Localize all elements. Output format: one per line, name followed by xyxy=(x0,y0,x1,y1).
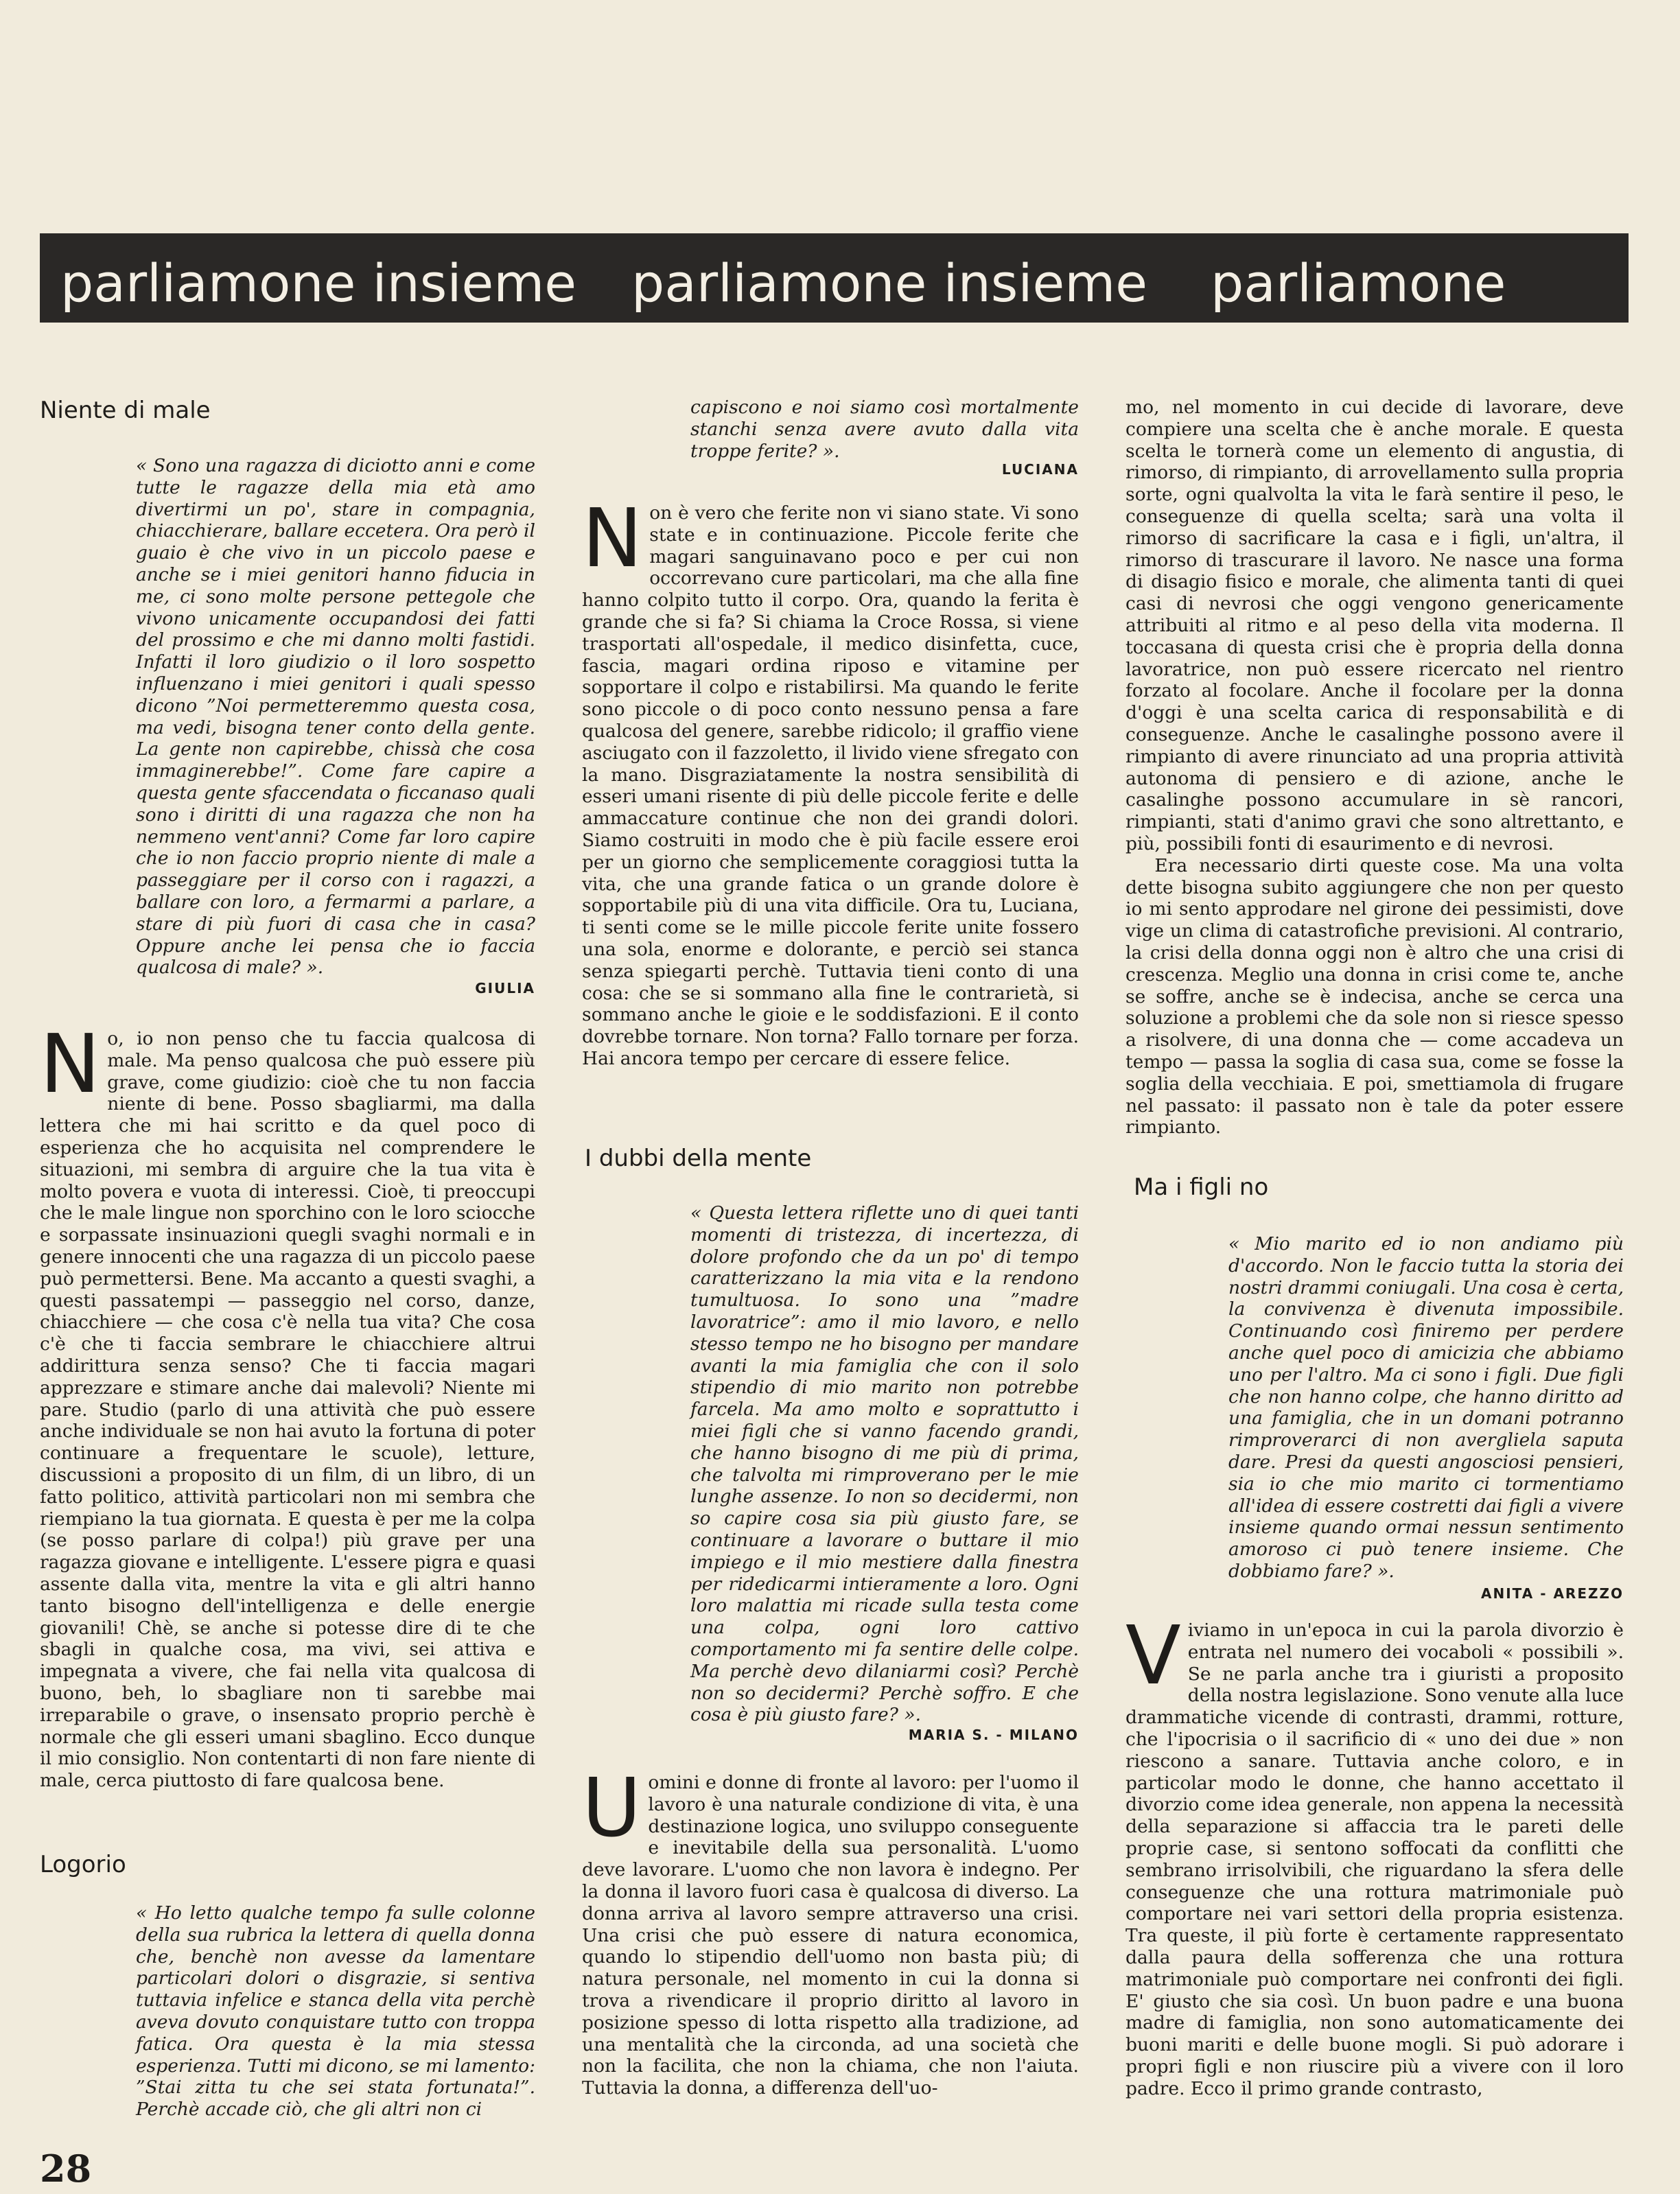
letter-text: « Ho letto qualche tempo fa sulle colonne della sua rubrica la lettera di quella donna che, benchè non avesse da lamentare particolari dolori o disgrazie, si sentiva tuttavia infelice e stanca della vita perchè aveva dovuto conquistare tutto con troppa fatica. Ora questa è la mia stessa esperienza. Tutti mi dicono, se mi lamento: ”Stai zitta tu che sei stata fortunata!”. Perchè accade ciò, che gli altri non ci xyxy=(136,1902,535,2121)
letter-luciana-part1 xyxy=(136,1902,535,2121)
signature-maria: MARIA S. - MILANO xyxy=(908,1727,1079,1743)
letter-giulia xyxy=(136,455,535,979)
section-banner xyxy=(40,233,1629,323)
signature-anita: ANITA - AREZZO xyxy=(1481,1585,1624,1602)
answer-maria-part2 xyxy=(1125,397,1624,1139)
answer-text: omini e donne di fronte al lavoro: per l'uomo il lavoro è una naturale condizione di vita, è una destinazione logica, uno sviluppo conseguente e inevitabile della sua personalità. L'uomo deve lavorare. L'uomo che non lavora è indegno. Per la donna il lavoro fuori casa è qualcosa di diverso. La donna arriva al lavoro sempre attraverso una crisi. Una crisi che può essere di natura economica, quando lo stipendio dell'uomo non basta più; di natura personale, nel momento in cui la donna si trova a rivendicare il proprio diritto al lavoro in posizione spesso di lotta rispetto alla tradizione, ad una mentalità che la circonda, ad una società che non la facilita, che non la chiama, che non l'aiuta. Tuttavia la donna, a differenza dell'uo- xyxy=(582,1772,1079,2099)
answer-text: o, io non penso che tu faccia qualcosa di male. Ma penso qualcosa che può essere più grave, come giudizio: cioè che tu non faccia niente di bene. Posso sbagliarmi, ma dalla lettera che mi hai scritto e da quel poco di esperienza che ho acquisita nel comprendere le situazioni, mi sembra di arguire che la tua vita è molto povera e vuota di interessi. Cioè, ti preoccupi che le male lingue non sporchino con le loro sciocche e sorpassate insinuazioni quegli svaghi normali e in genere innocenti che una ragazza di un piccolo paese può permettersi. Bene. Ma accanto a questi svaghi, a questi passatempi — passeggio nel corso, danze, chiacchiere — che cosa c'è nella tua vita? Che cosa c'è che ti faccia sembrare le chiacchiere altrui addirittura senza senso? Che ti faccia magari apprezzare e stimare anche dai malevoli? Niente mi pare. Studio (parlo di una attività che può essere anche individuale se non hai avuto la fortuna di poter continuare a frequentare le scuole), letture, discussioni a proposito di un film, di un libro, di un fatto politico, attività particolari non mi sembra che riempiano la tua giornata. E questa è per me la colpa (se posso parlare di colpa!) più grave per una ragazza giovane e intelligente. L'essere pigra e quasi assente dalla vita, mentre la vita e gli altri hanno tanto bisogno dell'intelligenza e delle energie giovanili! Chè, se anche si potesse dire di te che sbagli in qualche cosa, ma vivi, sei attiva e impegnata a vivere, che fai nella vita qualcosa di buono, beh, lo sbagliare non ti sarebbe mai irreparabile o grave, o insensato proprio perchè è normale che gli esseri umani sbaglino. Ecco dunque il mio consiglio. Non contentarti di non fare niente di male, cerca piuttosto di fare qualcosa bene. xyxy=(40,1028,535,1792)
answer-luciana xyxy=(582,491,1079,1070)
answer-text: iviamo in un'epoca in cui la parola divorzio è entrata nel numero dei vocaboli « possibili ». Se ne parla anche tra i giuristi a proposito della nostra legislazione. Sono venute alla luce drammatiche vicende di contrasti, drammi, rotture, che l'ipocrisia o il sacrificio di « uno dei due » non riescono a sanare. Tuttavia anche coloro, e in particolar modo le donne, che hanno accettato il divorzio come idea generale, non appena la necessità della separazione si affaccia tra le pareti delle proprie case, si sentono soffocati da conflitti che sembrano irrisolvibili, che riguardano la sfera delle conseguenze che una rottura matrimoniale può comportare nei vari settori della propria esistenza. Tra queste, il più forte è certamente rappresentato dalla paura della sofferenza che una rottura matrimoniale può comportare nei confronti dei figli. E' giusto che sia così. Un buon padre e una buona madre di famiglia, non sono automaticamente dei buoni mariti e delle buone mogli. Si può adorare i propri figli e non riuscire più a vivere con il loro padre. Ecco il primo grande contrasto, xyxy=(1125,1620,1624,2099)
letter-text: « Mio marito ed io non andiamo più d'accordo. Non le faccio tutta la storia dei nostri drammi coniugali. Una cosa è certa, la convivenza è divenuta impossibile. Continuando così finiremo per perdere anche quel poco di amicizia che abbiamo uno per l'altro. Ma ci sono i figli. Due figli che non hanno colpe, che hanno diritto ad una famiglia, che in un domani potranno rimproverarci di non avergliela saputa dare. Presi da questi angosciosi pensieri, sia io che mio marito ci tormentiamo all'idea di essere costretti dai figli a vivere insieme quando ormai nessun sentimento amoroso ci può tenere insieme. Che dobbiamo fare? ». xyxy=(1228,1233,1624,1582)
signature-luciana: LUCIANA xyxy=(1001,461,1079,478)
signature-giulia: GIULIA xyxy=(475,980,535,996)
heading-ma-i-figli-no: Ma i figli no xyxy=(1134,1174,1269,1201)
drop-cap: U xyxy=(582,1760,642,1855)
drop-cap: N xyxy=(582,491,643,585)
answer-giulia xyxy=(40,1016,535,1792)
drop-cap: V xyxy=(1125,1608,1181,1703)
banner-title-2: parliamone insieme xyxy=(631,253,1148,314)
answer-text: on è vero che ferite non vi siano state. Vi sono state e in continuazione. Piccole ferite che magari sanguinavano poco e per cui non occorrevano cure particolari, ma che alla fine hanno colpito tutto il corpo. Ora, quando la ferita è grande che si fa? Si chiama la Croce Rossa, si viene trasportati all'ospedale, il medico disinfetta, cuce, fascia, magari ordina riposo e vitamine per sopportare il colpo e ristabilirsi. Ma quando le ferite sono piccole o di poco conto nessuno pensa a fare qualcosa del genere, sarebbe ridicolo; il graffio viene asciugato con il fazzoletto, il livido viene sfregato con la mano. Disgraziatamente la nostra sensibilità di esseri umani risente di più delle piccole ferite e delle ammaccature continue che non dei grandi dolori. Siamo costruiti in modo che è più facile essere eroi per un giorno che semplicemente coraggiosi tutta la vita, che una grande fatica o un grande dolore è sopportabile più di una vita difficile. Ora tu, Luciana, ti senti come se le mille piccole ferite unite fossero una sola, enorme e dolorante, e perciò sei stanca senza spiegarti perchè. Tuttavia tieni conto di una cosa: che se si sommano alla fine le contrarietà, si sommano anche le gioie e le soddisfazioni. E il conto dovrebbe tornare. Non torna? Fallo tornare per forza. Hai ancora tempo per cercare di essere felice. xyxy=(582,502,1079,1069)
letter-text: capiscono e noi siamo così mortalmente stanchi senza avere avuto dalla vita troppe ferite? ». xyxy=(690,397,1079,462)
heading-logorio: Logorio xyxy=(40,1851,126,1878)
banner-title-3: parliamone xyxy=(1211,253,1506,314)
heading-i-dubbi-della-mente: I dubbi della mente xyxy=(585,1145,812,1172)
drop-cap: N xyxy=(40,1016,101,1111)
banner-title-1: parliamone insieme xyxy=(60,253,577,314)
answer-maria-part1 xyxy=(582,1760,1079,2099)
answer-anita xyxy=(1125,1608,1624,2100)
letter-text: « Questa lettera riflette uno di quei tanti momenti di tristezza, di incertezza, di dolore profondo che da un po' di tempo caratterizzano la mia vita e la rendono tumultuosa. Io sono una ”madre lavoratrice”: amo il mio lavoro, e nello stesso tempo ne ho bisogno per mandare avanti la mia famiglia che con il solo stipendio di mio marito non potrebbe farcela. Ma amo molto e soprattutto i miei figli che si vanno facendo grandi, che hanno bisogno di me più di prima, che talvolta mi rimproverano per le mie lunghe assenze. Io non so decidermi, non so capire cosa sia più giusto fare, se continuare a lavorare o buttare il mio impiego e il mio mestiere dalla finestra per ridedicarmi intieramente a loro. Ogni loro malattia mi ricade sulla testa come una colpa, ogni loro cattivo comportamento mi fa sentire delle colpe. Ma perchè devo dilaniarmi così? Perchè non so decidermi? Perchè soffro. E che cosa è più giusto fare? ». xyxy=(690,1202,1079,1726)
letter-anita xyxy=(1228,1233,1624,1583)
letter-maria xyxy=(690,1202,1079,1726)
answer-paragraph: Era necessario dirti queste cose. Ma una volta dette bisogna subito aggiungere che non per questo io mi sento approdare nel girone dei pessimisti, dove vige un clima di catastrofiche previsioni. Al contrario, la crisi della donna oggi non è altro che una crisi di crescenza. Meglio una donna in crisi come te, anche se soffre, anche se è indecisa, anche se cerca una soluzione a problemi che da sole non si riesce spesso a risolvere, di una donna che — come accadeva un tempo — passa la soglia di casa sua, come se fosse la soglia della vecchiaia. E poi, smettiamola di frugare nel passato: il passato non è tale da poter essere rimpianto. xyxy=(1125,854,1624,1139)
letter-luciana-part2 xyxy=(690,397,1079,462)
page-number: 28 xyxy=(40,2147,92,2191)
answer-paragraph: mo, nel momento in cui decide di lavorare, deve compiere una scelta che è anche morale. E questa scelta le tornerà come un elemento di angustia, di rimorso, di rimpianto, di arrovellamento sulla propria sorte, ogni qualvolta la vita le farà sentire il peso, le conseguenze di quella scelta; sarà una volta il rimorso di sacrificare la casa e i figli, un'altra, il rimorso di trascurare il lavoro. Ne nasce una forma di disagio fisico e morale, che alimenta tanti di quei casi di nevrosi che oggi vengono genericamente attribuiti al ritmo e al peso della vita moderna. Il toccasana di questa crisi che è propria della donna lavoratrice, non può essere ricercato nel rientro forzato al focolare. Anche il focolare per la donna d'oggi è una scelta carica di responsabilità e di conseguenze. Anche le casalinghe possono avere il rimpianto di avere rinunciato ad una propria attività autonoma di pensiero e di azione, anche le casalinghe possono accumulare in sè rancori, rimpianti, stati d'animo gravi che sono altrettanto, e più, possibili fonti di esaurimento e di nevrosi. xyxy=(1125,397,1624,854)
heading-niente-di-male: Niente di male xyxy=(40,397,211,424)
letter-text: « Sono una ragazza di diciotto anni e come tutte le ragazze della mia età amo divertirmi un po', stare in compagnia, chiacchierare, ballare eccetera. Ora però il guaio è che vivo in un piccolo paese e anche se i miei genitori hanno fiducia in me, ci sono molte persone pettegole che vivono unicamente occupandosi dei fatti del prossimo e che mi danno molti fastidi. Infatti il loro giudizio o il loro sospetto influenzano i miei genitori i quali spesso dicono ”Noi permetteremmo questa cosa, ma vedi, bisogna tener conto della gente. La gente non capirebbe, chissà che cosa immaginerebbe!”. Come fare capire a questa gente sfaccendata o ficcanaso quali sono i diritti di una ragazza che non ha nemmeno vent'anni? Come far loro capire che io non faccio proprio niente di male a passeggiare per il corso con i ragazzi, a ballare con loro, a fermarmi a parlare, a stare di più fuori di casa che in casa? Oppure anche lei pensa che io faccia qualcosa di male? ». xyxy=(136,455,535,979)
